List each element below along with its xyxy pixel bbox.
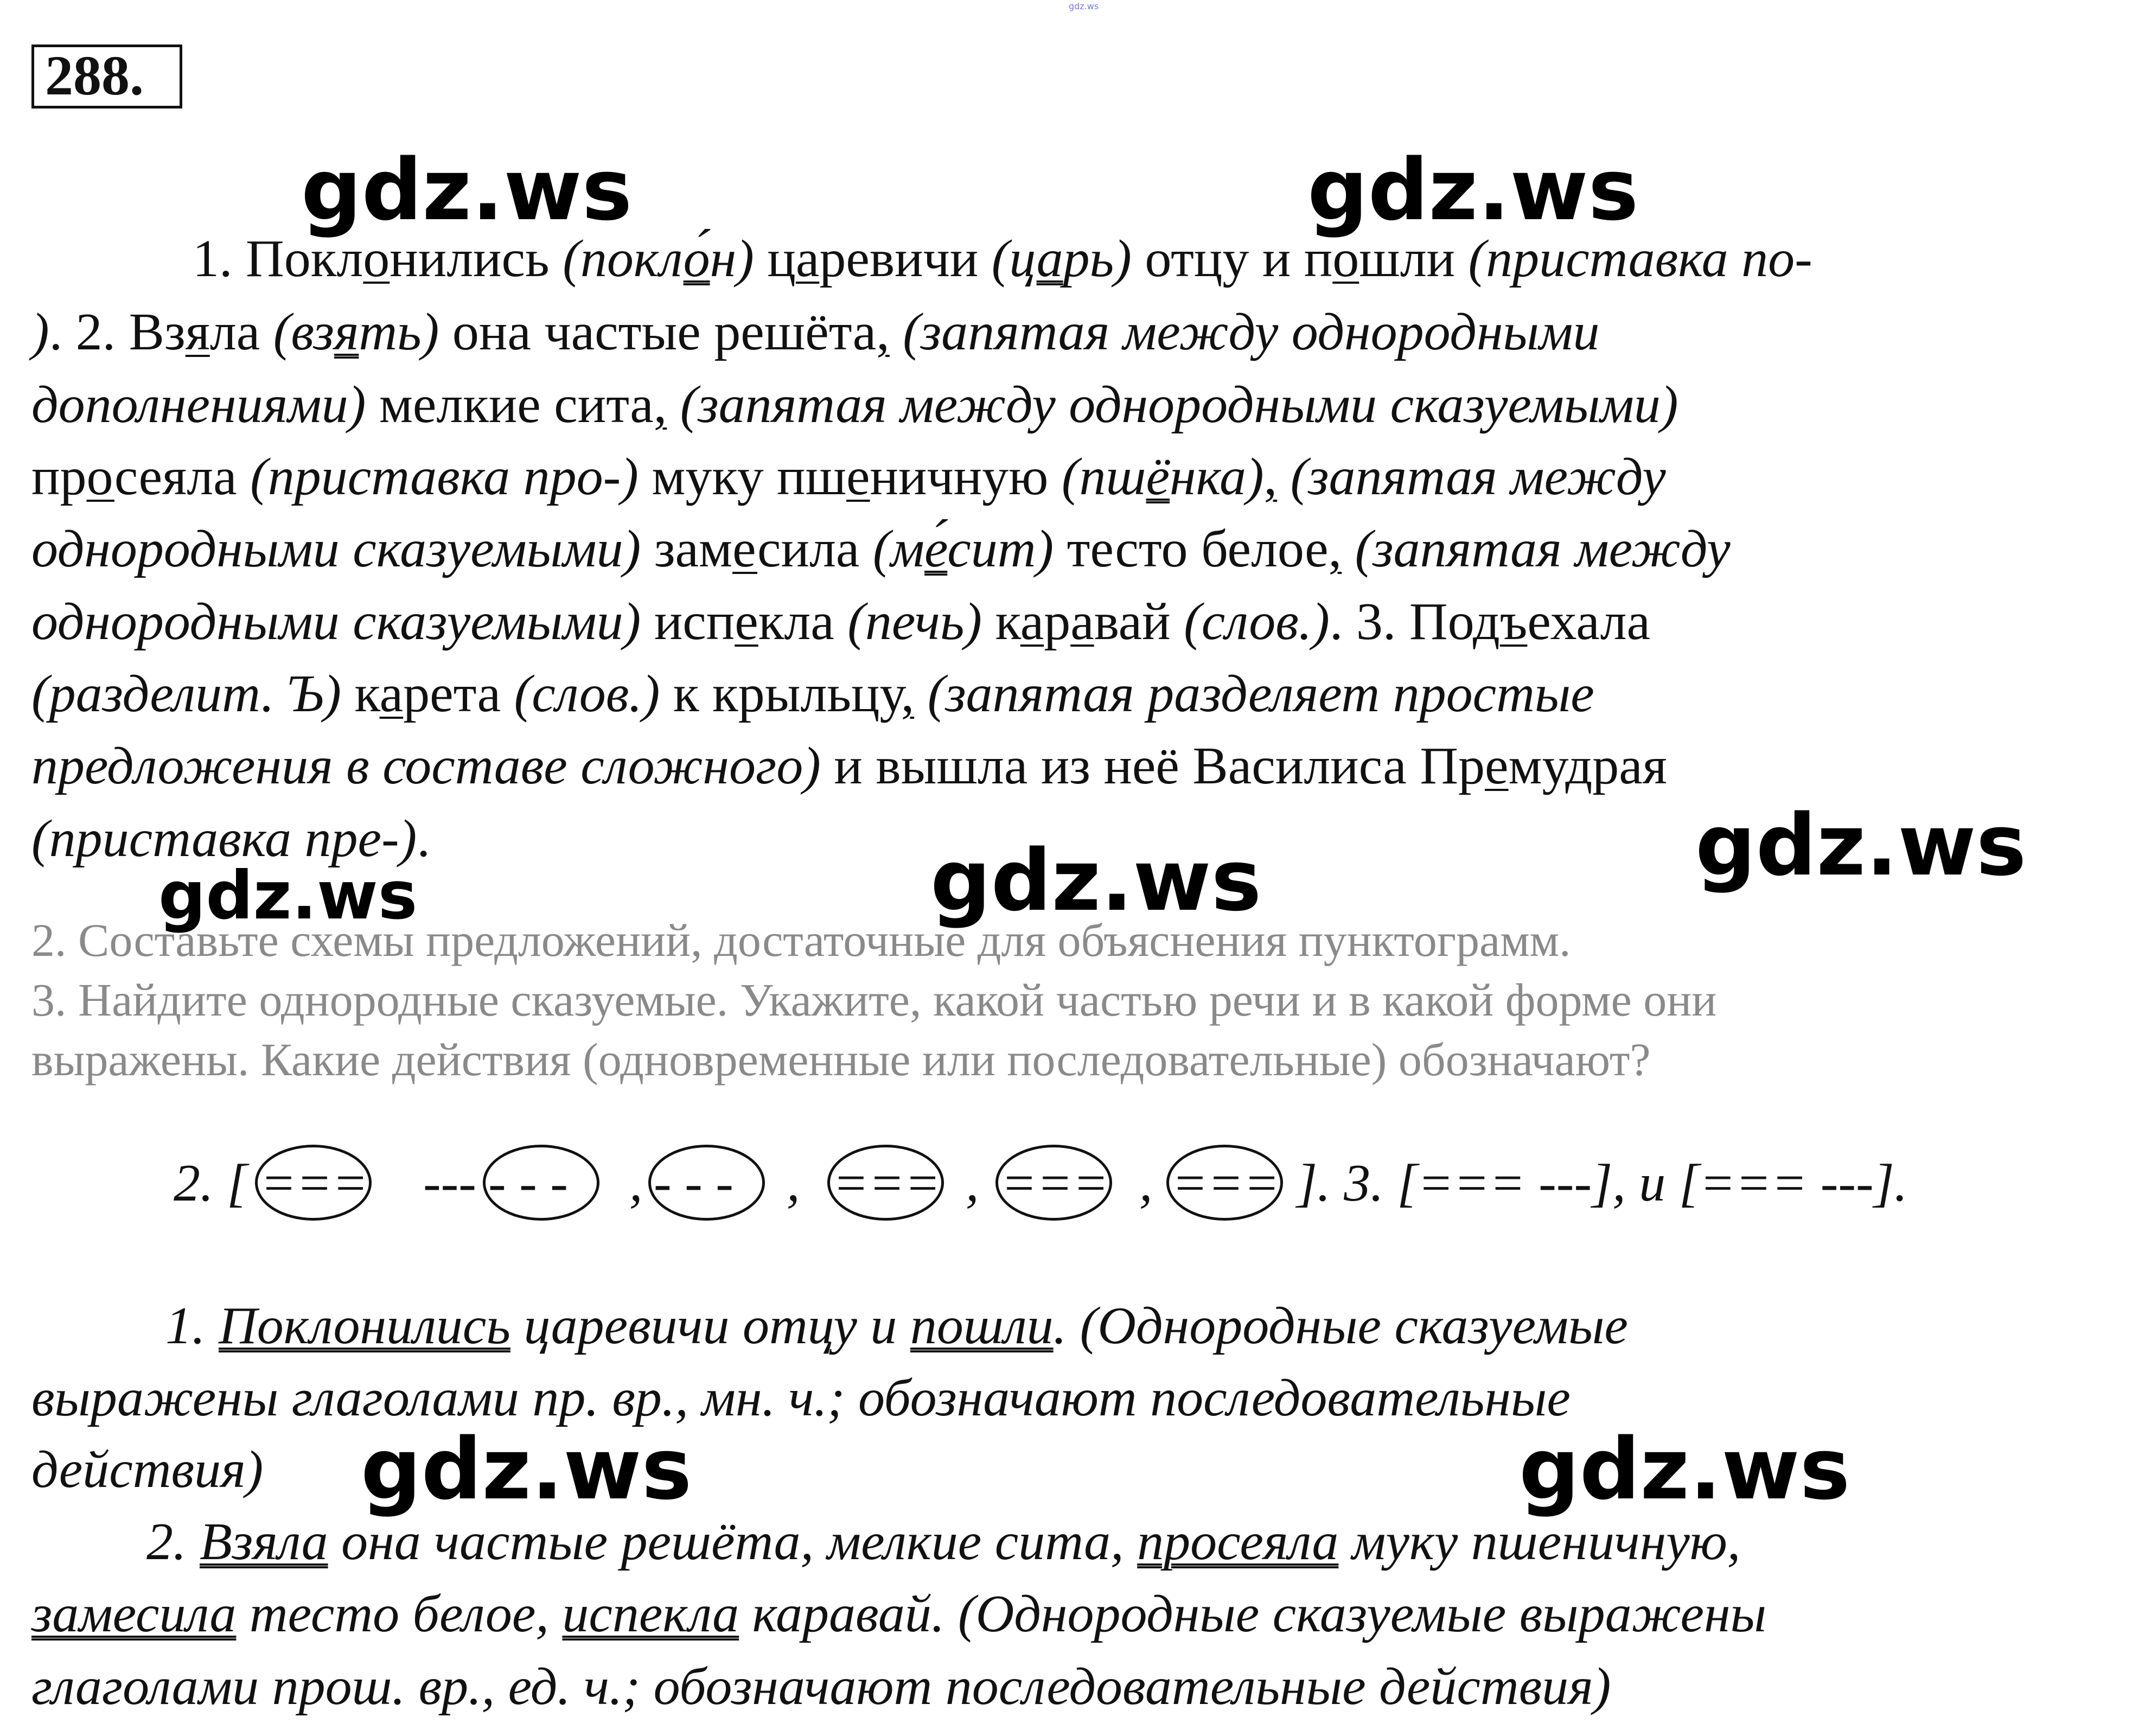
scheme-mark: === xyxy=(1001,1154,1109,1212)
text-segment: мелкие сита xyxy=(366,375,654,434)
text-segment: рь) xyxy=(1063,229,1132,288)
text-segment: . 2. Вз xyxy=(49,303,186,361)
text-segment: . xyxy=(417,809,430,868)
text-segment: , xyxy=(901,665,915,723)
predicate-word: замесила xyxy=(31,1585,237,1643)
watermark: gdz.ws xyxy=(930,831,1262,930)
text-segment: е́ xyxy=(924,520,948,578)
text-segment: а xyxy=(1036,229,1063,288)
text-segment: (слов.) xyxy=(514,665,660,723)
predicate-word: просеяла xyxy=(1137,1512,1339,1571)
task-line xyxy=(31,375,1678,434)
task-line xyxy=(193,229,1812,288)
text-segment: однородными сказуемыми) xyxy=(31,592,641,651)
predicate-word: испекла xyxy=(562,1585,739,1643)
text-segment: е xyxy=(735,592,758,651)
text-segment: о xyxy=(1332,229,1359,288)
text-segment: нились xyxy=(390,229,563,288)
text-segment: (запятая между однородными xyxy=(903,303,1600,361)
text-segment xyxy=(1277,448,1291,506)
text-segment: тесто белое, xyxy=(236,1585,563,1643)
text-segment: зам xyxy=(641,520,733,578)
text-segment: (запятая между xyxy=(1290,448,1666,506)
text-segment xyxy=(1342,520,1355,578)
text-segment: (приставка по- xyxy=(1468,229,1812,288)
exercise-number: 288. xyxy=(31,44,182,108)
predicate-word: пошли xyxy=(910,1297,1054,1355)
scheme-mark: - - - xyxy=(654,1154,733,1212)
text-segment xyxy=(890,303,903,361)
watermark: gdz.ws xyxy=(1519,1420,1850,1518)
text-segment: сит) xyxy=(947,520,1054,578)
text-segment: муку пшеничную, xyxy=(1338,1512,1741,1571)
task-line xyxy=(31,448,1666,506)
text-segment: ехала xyxy=(1527,592,1651,651)
text-segment: я xyxy=(185,303,210,361)
text-segment: (разделит. Ъ) xyxy=(31,665,341,723)
text-segment: 1. Покл xyxy=(193,229,363,288)
text-segment: предложения в составе сложного) xyxy=(31,737,821,795)
text-segment: р xyxy=(1044,592,1071,651)
text-segment: я xyxy=(334,303,359,361)
text-segment: , xyxy=(653,375,667,434)
text-segment: н) xyxy=(710,229,754,288)
text-segment: рета xyxy=(403,665,514,723)
text-segment: е xyxy=(732,520,757,578)
text-segment: о xyxy=(86,448,114,506)
watermark: gdz.ws xyxy=(1695,796,2027,895)
text-segment: муку пш xyxy=(638,448,847,506)
text-segment: (печь) xyxy=(847,592,982,651)
text-segment: к xyxy=(341,665,380,723)
text-segment: нка) xyxy=(1170,448,1264,506)
text-segment: (слов.) xyxy=(1184,592,1330,651)
text-segment: глаголами прош. вр., ед. ч.; обозначают последовательные действия) xyxy=(31,1657,1611,1716)
watermark: gdz.ws xyxy=(158,857,418,934)
text-segment: она частые решёта, мелкие сита, xyxy=(328,1512,1138,1571)
scheme-mark: - - - xyxy=(488,1154,568,1212)
watermark: gdz.ws xyxy=(301,141,633,239)
answer-line xyxy=(31,1440,264,1499)
text-segment: тесто белое xyxy=(1054,520,1329,578)
text-segment: е xyxy=(1485,737,1509,795)
text-segment: ц xyxy=(754,229,796,288)
text-segment: о xyxy=(363,229,390,288)
text-segment: а xyxy=(1020,592,1044,651)
text-segment: однородными сказуемыми) xyxy=(31,520,641,578)
text-segment: сеяла xyxy=(114,448,251,506)
text-segment: отцу и п xyxy=(1131,229,1333,288)
task-line xyxy=(31,305,1599,359)
text-segment: пр xyxy=(31,448,87,506)
text-segment: вай xyxy=(1094,592,1184,651)
task-line xyxy=(31,809,430,868)
text-segment: (вз xyxy=(273,303,334,361)
text-segment: царевичи отцу и xyxy=(510,1297,910,1355)
question-3-line-1: 3. Найдите однородные сказуемые. Укажите, какой частью речи и в какой форме они xyxy=(31,974,1717,1026)
answer-line xyxy=(146,1512,1741,1571)
text-segment: кла xyxy=(758,592,848,651)
scheme-mark: === xyxy=(260,1154,368,1212)
text-segment: (приставка про-) xyxy=(250,448,639,506)
text-segment: 1. xyxy=(165,1297,219,1355)
text-segment: (запятая между xyxy=(1355,520,1731,578)
text-segment: (покл xyxy=(563,229,684,288)
text-segment: (м xyxy=(872,520,925,578)
text-segment: дополнениями) xyxy=(31,375,366,434)
text-segment: ъ xyxy=(1499,592,1528,651)
text-segment xyxy=(914,665,928,723)
text-segment: к xyxy=(982,592,1020,651)
text-segment: ) xyxy=(31,303,49,361)
text-segment: а xyxy=(795,229,820,288)
text-segment: шли xyxy=(1359,229,1469,288)
scheme-comma: , xyxy=(1139,1154,1153,1212)
watermark: gdz.ws xyxy=(361,1420,692,1518)
text-segment: к крыльцу xyxy=(660,665,901,723)
text-segment: а xyxy=(1070,592,1094,651)
task-line xyxy=(31,665,1594,723)
text-segment: (запятая разделяет простые xyxy=(927,665,1594,723)
scheme-prefix: 2. [ xyxy=(174,1154,248,1212)
answer-line xyxy=(31,1371,1571,1425)
text-segment: ничную xyxy=(870,448,1062,506)
text-segment: каравай. (Однородные сказуемые выражены xyxy=(739,1585,1766,1643)
text-segment: ть) xyxy=(359,303,439,361)
task-line xyxy=(31,592,1651,651)
text-segment: , xyxy=(1328,520,1342,578)
answer-line xyxy=(31,1587,1766,1641)
answer-line xyxy=(165,1297,1628,1355)
text-segment: , xyxy=(1263,448,1278,506)
scheme-suffix: ]. 3. [=== ---], и [=== ---]. xyxy=(1297,1154,1908,1212)
text-segment: . (Однородные сказуемые xyxy=(1053,1297,1628,1355)
question-2: 2. Составьте схемы предложений, достаточные для объяснения пунктограмм. xyxy=(31,914,1571,966)
text-segment: , xyxy=(876,303,890,361)
text-segment: выражены глаголами пр. вр., мн. ч.; обозначают последовательные xyxy=(31,1369,1571,1427)
watermark: gdz.ws xyxy=(1307,141,1639,239)
text-segment: (запятая между однородными сказуемыми) xyxy=(680,375,1678,434)
text-segment: и вышла из неё Василиса Пр xyxy=(820,737,1485,795)
text-segment: сила xyxy=(757,520,873,578)
text-segment: исп xyxy=(641,592,735,651)
text-segment: 2. xyxy=(146,1512,200,1571)
text-segment: ревичи xyxy=(819,229,992,288)
scheme-comma: , xyxy=(787,1154,800,1212)
text-segment: о́ xyxy=(683,229,710,288)
predicate-word: Взяла xyxy=(200,1512,328,1571)
predicate-word: Поклонились xyxy=(219,1297,510,1355)
task-line xyxy=(31,739,1667,793)
answer-line xyxy=(31,1657,1611,1716)
text-segment: (ц xyxy=(991,229,1037,288)
page-mark: gdz.ws xyxy=(1069,1,1099,11)
text-segment: действия) xyxy=(31,1440,264,1499)
scheme-comma: , xyxy=(629,1154,643,1212)
text-segment: а xyxy=(379,665,404,723)
scheme-mark: === xyxy=(1172,1154,1280,1212)
scheme-mark: === xyxy=(833,1154,941,1212)
text-segment: мудрая xyxy=(1508,737,1667,795)
text-segment: е xyxy=(846,448,870,506)
text-segment: ла xyxy=(209,303,273,361)
text-segment: она частые решёта xyxy=(439,303,877,361)
question-3-line-2: выражены. Какие действия (одновременные или последовательные) обозначают? xyxy=(31,1033,1651,1086)
text-segment: . 3. Под xyxy=(1329,592,1500,651)
task-line xyxy=(31,522,1731,576)
text-segment: ё xyxy=(1146,448,1170,506)
text-segment: (пш xyxy=(1061,448,1146,506)
scheme-comma: , xyxy=(966,1154,979,1212)
text-segment xyxy=(667,375,680,434)
scheme-mark: --- xyxy=(423,1154,476,1212)
text-segment: (приставка пре-) xyxy=(31,809,417,868)
